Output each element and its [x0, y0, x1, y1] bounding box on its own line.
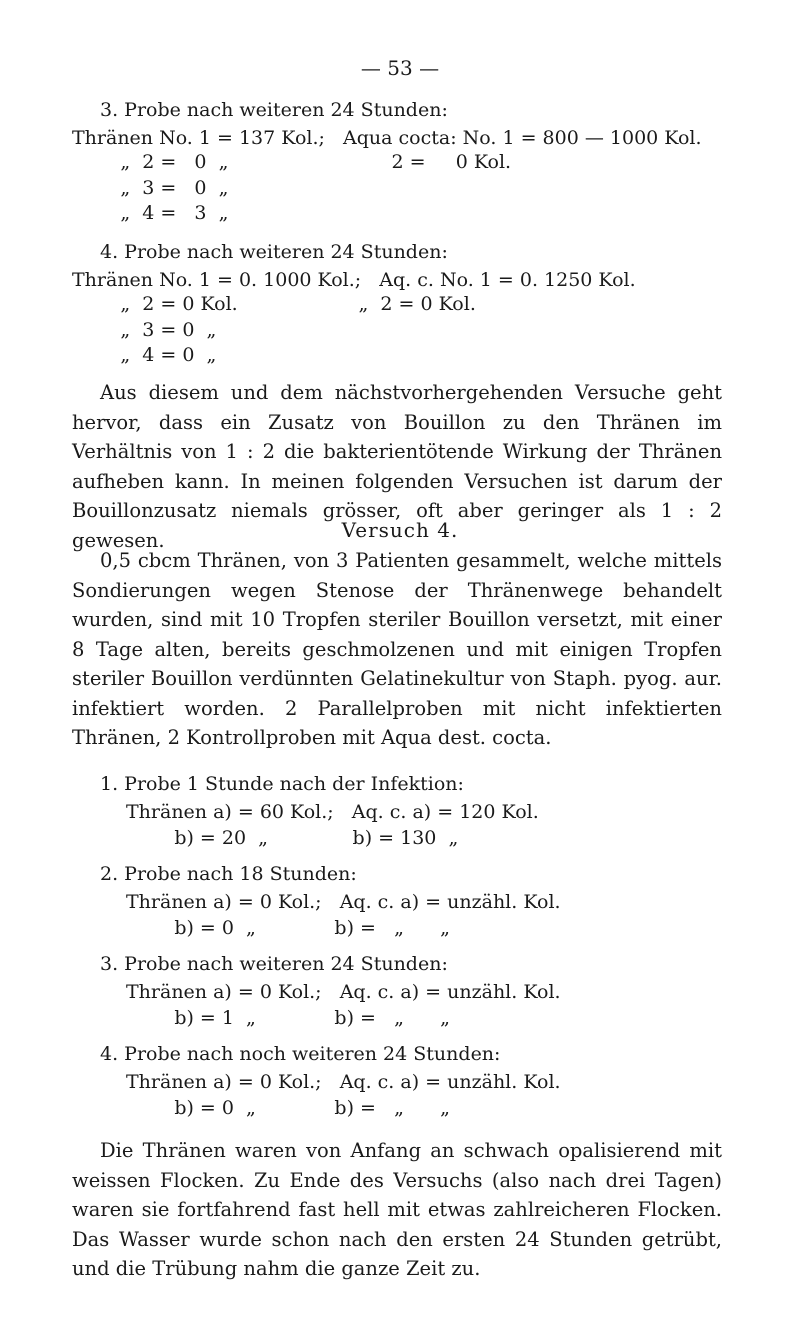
probe-3-line-b: b) = 1 „ b) = „ „ [126, 1007, 450, 1029]
block1-line-2: „ 2 = 0 „ 2 = 0 Kol. [72, 151, 512, 173]
probe-4-line-b: b) = 0 „ b) = „ „ [126, 1097, 450, 1119]
probe-2-line-a: Thränen a) = 0 Kol.; Aq. c. a) = unzähl. Kol. [126, 891, 561, 913]
probe-1-line-b: b) = 20 „ b) = 130 „ [126, 827, 459, 849]
block1-line-4: „ 4 = 3 „ [72, 202, 229, 224]
page-number: — 53 — [360, 56, 440, 80]
block2-line-2: „ 2 = 0 Kol. „ 2 = 0 Kol. [72, 293, 476, 315]
block1-line-3: „ 3 = 0 „ [72, 177, 229, 199]
probe-2-line-b: b) = 0 „ b) = „ „ [126, 917, 450, 939]
probe-2-heading: 2. Probe nach 18 Stunden: [100, 863, 357, 885]
block1-heading: 3. Probe nach weiteren 24 Stunden: [100, 99, 448, 121]
block2-heading: 4. Probe nach weiteren 24 Stunden: [100, 241, 448, 263]
block2-line-4: „ 4 = 0 „ [72, 344, 217, 366]
probe-1-heading: 1. Probe 1 Stunde nach der Infektion: [100, 773, 464, 795]
paragraph-observation-text: Die Thränen waren von Anfang an schwach opalisierend mit weissen Flocken. Zu Ende des Versuchs (also nach drei Tagen) waren sie fortfahrend fast hell mit etwas zahlreicheren Flocken. Das Wasser wurde schon nach den ersten 24 Stunden getrübt, und die Trübung nahm die ganze Zeit zu. [72, 1139, 722, 1280]
block2-line-3: „ 3 = 0 „ [72, 319, 217, 341]
probe-4-heading: 4. Probe nach noch weiteren 24 Stunden: [100, 1043, 501, 1065]
block2-line-1: Thränen No. 1 = 0. 1000 Kol.; Aq. c. No. 1 = 0. 1250 Kol. [72, 269, 636, 291]
probe-3-line-a: Thränen a) = 0 Kol.; Aq. c. a) = unzähl. Kol. [126, 981, 561, 1003]
paragraph-method-text: 0,5 cbcm Thränen, von 3 Patienten gesammelt, welche mittels Sondierungen wegen Stenose der Thränenwege behandelt wurden, sind mit 10 Tropfen steriler Bouillon versetzt, mit einer 8 Tage alten, bereits geschmolzenen und mit einigen Tropfen steriler Bouillon verdünnten Gelatinekultur von Staph. pyog. aur. infektiert worden. 2 Parallelproben mit nicht infektierten Thränen, 2 Kontrollproben mit Aqua dest. cocta. [72, 549, 722, 749]
probe-1-line-a: Thränen a) = 60 Kol.; Aq. c. a) = 120 Kol. [126, 801, 539, 823]
probe-4-line-a: Thränen a) = 0 Kol.; Aq. c. a) = unzähl. Kol. [126, 1071, 561, 1093]
probe-3-heading: 3. Probe nach weiteren 24 Stunden: [100, 953, 448, 975]
block1-line-1: Thränen No. 1 = 137 Kol.; Aqua cocta: No. 1 = 800 — 1000 Kol. [72, 127, 702, 149]
paragraph-conclusion-text: Aus diesem und dem nächstvorhergehenden Versuche geht hervor, dass ein Zusatz von Bouillon zu den Thränen im Verhältnis von 1 : 2 die bakterientötende Wirkung der Thränen aufheben kann. In meinen folgenden Versuchen ist darum der Bouillonzusatz niemals grösser, oft aber geringer als 1 : 2 gewesen. [72, 381, 722, 552]
paragraph-method [72, 546, 722, 753]
paragraph-observation [72, 1136, 722, 1284]
section-title: Versuch 4. [341, 518, 459, 542]
